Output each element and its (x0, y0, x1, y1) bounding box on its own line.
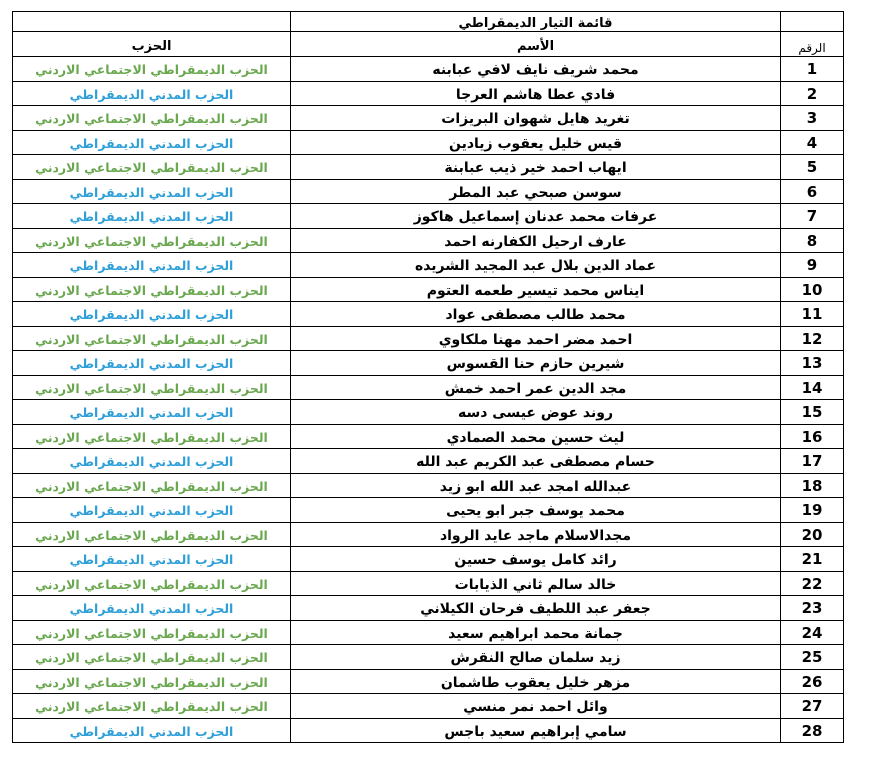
candidate-name: ايناس محمد تيسير طعمه العتوم (426, 282, 645, 299)
name-cell (291, 400, 781, 425)
party-cell (13, 57, 291, 82)
number-cell (781, 424, 844, 449)
party-name: الحزب المدني الديمقراطي (69, 307, 234, 323)
candidate-number: 20 (801, 525, 823, 544)
table-row (13, 326, 844, 351)
party-cell (13, 228, 291, 253)
party-cell (13, 596, 291, 621)
party-name: الحزب الديمقراطي الاجتماعي الاردني (35, 282, 268, 298)
party-name: الحزب الديمقراطي الاجتماعي الاردني (35, 380, 268, 396)
candidate-number: 8 (806, 231, 818, 250)
candidate-number: 14 (801, 378, 823, 397)
party-name: الحزب الديمقراطي الاجتماعي الاردني (35, 233, 268, 249)
candidate-number: 19 (801, 501, 823, 520)
number-cell (781, 522, 844, 547)
name-cell (291, 57, 781, 82)
candidate-number: 28 (801, 721, 823, 740)
candidate-name: محمد شريف نايف لافي عبابنه (432, 62, 639, 79)
candidate-name: رائد كامل يوسف حسين (454, 552, 617, 569)
table-row (13, 571, 844, 596)
table-row (13, 130, 844, 155)
number-header-text: الرقم (798, 41, 826, 55)
candidate-number: 23 (801, 599, 823, 618)
name-cell (291, 106, 781, 131)
candidate-number: 24 (801, 623, 823, 642)
candidate-name: احمد مضر احمد مهنا ملكاوي (438, 331, 633, 348)
table-row (13, 718, 844, 743)
party-cell (13, 498, 291, 523)
table-row (13, 81, 844, 106)
candidate-number: 26 (801, 672, 823, 691)
party-cell (13, 718, 291, 743)
candidate-name: تغريد هايل شهوان البريزات (441, 111, 630, 128)
table-row (13, 228, 844, 253)
candidate-name: روند عوض عيسى دسه (457, 405, 614, 422)
candidate-number: 16 (801, 427, 823, 446)
name-cell (291, 375, 781, 400)
name-cell (291, 155, 781, 180)
table-row (13, 547, 844, 572)
candidate-name: محمد طالب مصطفى عواد (445, 307, 626, 324)
table-row (13, 375, 844, 400)
party-cell (13, 669, 291, 694)
candidate-name: سامي إبراهيم سعيد باجس (444, 723, 627, 740)
party-cell (13, 81, 291, 106)
candidate-number: 21 (801, 550, 823, 569)
table-row (13, 351, 844, 376)
number-cell (781, 179, 844, 204)
candidate-number: 1 (806, 60, 818, 79)
name-cell (291, 596, 781, 621)
party-cell (13, 375, 291, 400)
name-cell (291, 498, 781, 523)
table-row (13, 302, 844, 327)
number-cell (781, 57, 844, 82)
party-name: الحزب المدني الديمقراطي (69, 135, 234, 151)
table-row (13, 669, 844, 694)
name-cell (291, 130, 781, 155)
party-name: الحزب المدني الديمقراطي (69, 356, 234, 372)
candidate-name: فادي عطا هاشم العرجا (455, 86, 616, 103)
party-cell (13, 106, 291, 131)
candidate-name: سوسن صبحي عبد المطر (449, 184, 622, 201)
number-cell (781, 498, 844, 523)
number-cell (781, 326, 844, 351)
party-name: الحزب الديمقراطي الاجتماعي الاردني (35, 62, 268, 78)
name-cell (291, 302, 781, 327)
number-cell (781, 375, 844, 400)
candidate-name: حسام مصطفى عبد الكريم عبد الله (416, 454, 655, 471)
party-name: الحزب الديمقراطي الاجتماعي الاردني (35, 625, 268, 641)
party-cell (13, 547, 291, 572)
name-column-header (291, 32, 781, 57)
title-empty-number-cell (781, 12, 844, 32)
number-cell (781, 106, 844, 131)
party-name: الحزب الديمقراطي الاجتماعي الاردني (35, 699, 268, 715)
number-cell (781, 130, 844, 155)
party-cell (13, 694, 291, 719)
candidate-name: عبدالله امجد عبد الله ابو زيد (439, 478, 632, 495)
candidate-name: عماد الدين بلال عبد المجيد الشريده (414, 258, 657, 275)
party-name: الحزب المدني الديمقراطي (69, 552, 234, 568)
number-cell (781, 718, 844, 743)
header-row (13, 32, 844, 57)
name-cell (291, 228, 781, 253)
name-cell (291, 81, 781, 106)
party-name: الحزب المدني الديمقراطي (69, 184, 234, 200)
party-cell (13, 179, 291, 204)
number-cell (781, 620, 844, 645)
candidate-number: 10 (801, 280, 823, 299)
name-cell (291, 253, 781, 278)
party-name: الحزب المدني الديمقراطي (69, 258, 234, 274)
number-cell (781, 449, 844, 474)
number-cell (781, 302, 844, 327)
list-title-text: قائمة التيار الديمقراطي (458, 16, 613, 31)
party-cell (13, 155, 291, 180)
party-name: الحزب المدني الديمقراطي (69, 601, 234, 617)
table-row (13, 106, 844, 131)
party-name: الحزب الديمقراطي الاجتماعي الاردني (35, 527, 268, 543)
candidate-number: 4 (806, 133, 818, 152)
number-cell (781, 253, 844, 278)
name-cell (291, 277, 781, 302)
name-cell (291, 179, 781, 204)
candidate-name: وائل احمد نمر منسي (463, 699, 608, 716)
party-cell (13, 571, 291, 596)
table-row (13, 57, 844, 82)
party-cell (13, 400, 291, 425)
number-cell (781, 645, 844, 670)
number-column-header (781, 32, 844, 57)
candidate-number: 17 (801, 452, 823, 471)
table-row (13, 645, 844, 670)
party-cell (13, 473, 291, 498)
number-cell (781, 473, 844, 498)
number-cell (781, 571, 844, 596)
title-row (13, 12, 844, 32)
table-row (13, 253, 844, 278)
candidate-name: مزهر خليل يعقوب طاشمان (440, 674, 631, 691)
name-cell (291, 449, 781, 474)
candidate-name: جعفر عبد اللطيف فرحان الكيلاني (420, 601, 651, 618)
candidate-number: 5 (806, 158, 818, 177)
party-cell (13, 253, 291, 278)
number-cell (781, 351, 844, 376)
party-name: الحزب الديمقراطي الاجتماعي الاردني (35, 478, 268, 494)
candidate-name: محمد يوسف جبر ابو يحيى (446, 503, 625, 520)
candidate-number: 27 (801, 697, 823, 716)
party-name: الحزب المدني الديمقراطي (69, 209, 234, 225)
candidate-number: 13 (801, 354, 823, 373)
party-cell (13, 130, 291, 155)
name-cell (291, 571, 781, 596)
name-cell (291, 473, 781, 498)
candidate-name: قيس خليل يعقوب زيادين (448, 135, 622, 152)
number-cell (781, 400, 844, 425)
candidate-name: عارف ارحيل الكفارنه احمد (444, 233, 627, 250)
candidate-number: 12 (801, 329, 823, 348)
name-cell (291, 424, 781, 449)
candidate-name: زيد سلمان صالح النقرش (450, 650, 621, 667)
name-cell (291, 669, 781, 694)
number-cell (781, 277, 844, 302)
table-body (13, 12, 844, 743)
candidate-name: مجد الدين عمر احمد خمش (444, 380, 627, 397)
candidate-name: عرفات محمد عدنان إسماعيل هاكوز (413, 209, 658, 226)
party-name: الحزب المدني الديمقراطي (69, 503, 234, 519)
list-title (291, 12, 781, 32)
table-row (13, 179, 844, 204)
candidate-number: 2 (806, 84, 818, 103)
name-cell (291, 326, 781, 351)
party-name: الحزب المدني الديمقراطي (69, 454, 234, 470)
candidate-name: ايهاب احمد خير ذيب عبابنة (444, 160, 627, 177)
name-cell (291, 204, 781, 229)
party-name: الحزب المدني الديمقراطي (69, 723, 234, 739)
table-row (13, 204, 844, 229)
party-name: الحزب الديمقراطي الاجتماعي الاردني (35, 576, 268, 592)
party-cell (13, 449, 291, 474)
party-cell (13, 620, 291, 645)
candidate-list-table (12, 11, 844, 743)
candidate-name: ليث حسين محمد الصمادي (446, 429, 625, 446)
title-empty-party-cell (13, 12, 291, 32)
candidate-number: 22 (801, 574, 823, 593)
party-name: الحزب الديمقراطي الاجتماعي الاردني (35, 650, 268, 666)
party-cell (13, 326, 291, 351)
candidate-name: شيرين حازم حنا القسوس (446, 356, 625, 373)
candidate-name: جمانة محمد ابراهيم سعيد (448, 625, 623, 642)
table-row (13, 400, 844, 425)
table-row (13, 694, 844, 719)
name-cell (291, 522, 781, 547)
table-row (13, 596, 844, 621)
party-name: الحزب الديمقراطي الاجتماعي الاردني (35, 160, 268, 176)
number-cell (781, 669, 844, 694)
party-name: الحزب الديمقراطي الاجتماعي الاردني (35, 111, 268, 127)
table-row (13, 424, 844, 449)
table-row (13, 498, 844, 523)
party-header-text: الحزب (131, 38, 172, 54)
party-cell (13, 351, 291, 376)
name-cell (291, 645, 781, 670)
party-cell (13, 204, 291, 229)
candidate-number: 18 (801, 476, 823, 495)
party-cell (13, 424, 291, 449)
name-cell (291, 620, 781, 645)
candidate-name: خالد سالم ثاني الذيابات (454, 576, 617, 593)
party-name: الحزب المدني الديمقراطي (69, 405, 234, 421)
name-cell (291, 351, 781, 376)
number-cell (781, 81, 844, 106)
number-cell (781, 155, 844, 180)
number-cell (781, 547, 844, 572)
table-row (13, 522, 844, 547)
candidate-name: مجدالاسلام ماجد عايد الرواد (439, 527, 632, 544)
party-name: الحزب الديمقراطي الاجتماعي الاردني (35, 331, 268, 347)
table-row (13, 155, 844, 180)
party-cell (13, 645, 291, 670)
name-cell (291, 547, 781, 572)
candidate-number: 7 (806, 207, 818, 226)
table-row (13, 620, 844, 645)
party-name: الحزب الديمقراطي الاجتماعي الاردني (35, 429, 268, 445)
number-cell (781, 228, 844, 253)
candidate-number: 9 (806, 256, 818, 275)
table-row (13, 277, 844, 302)
name-header-text: الأسم (516, 38, 555, 54)
party-cell (13, 302, 291, 327)
table-row (13, 449, 844, 474)
candidate-number: 6 (806, 182, 818, 201)
table-row (13, 473, 844, 498)
candidate-number: 11 (801, 305, 823, 324)
name-cell (291, 718, 781, 743)
party-column-header (13, 32, 291, 57)
party-name: الحزب الديمقراطي الاجتماعي الاردني (35, 674, 268, 690)
number-cell (781, 596, 844, 621)
party-cell (13, 277, 291, 302)
candidate-number: 3 (806, 109, 818, 128)
number-cell (781, 694, 844, 719)
name-cell (291, 694, 781, 719)
number-cell (781, 204, 844, 229)
candidate-number: 15 (801, 403, 823, 422)
party-name: الحزب المدني الديمقراطي (69, 86, 234, 102)
party-cell (13, 522, 291, 547)
candidate-number: 25 (801, 648, 823, 667)
